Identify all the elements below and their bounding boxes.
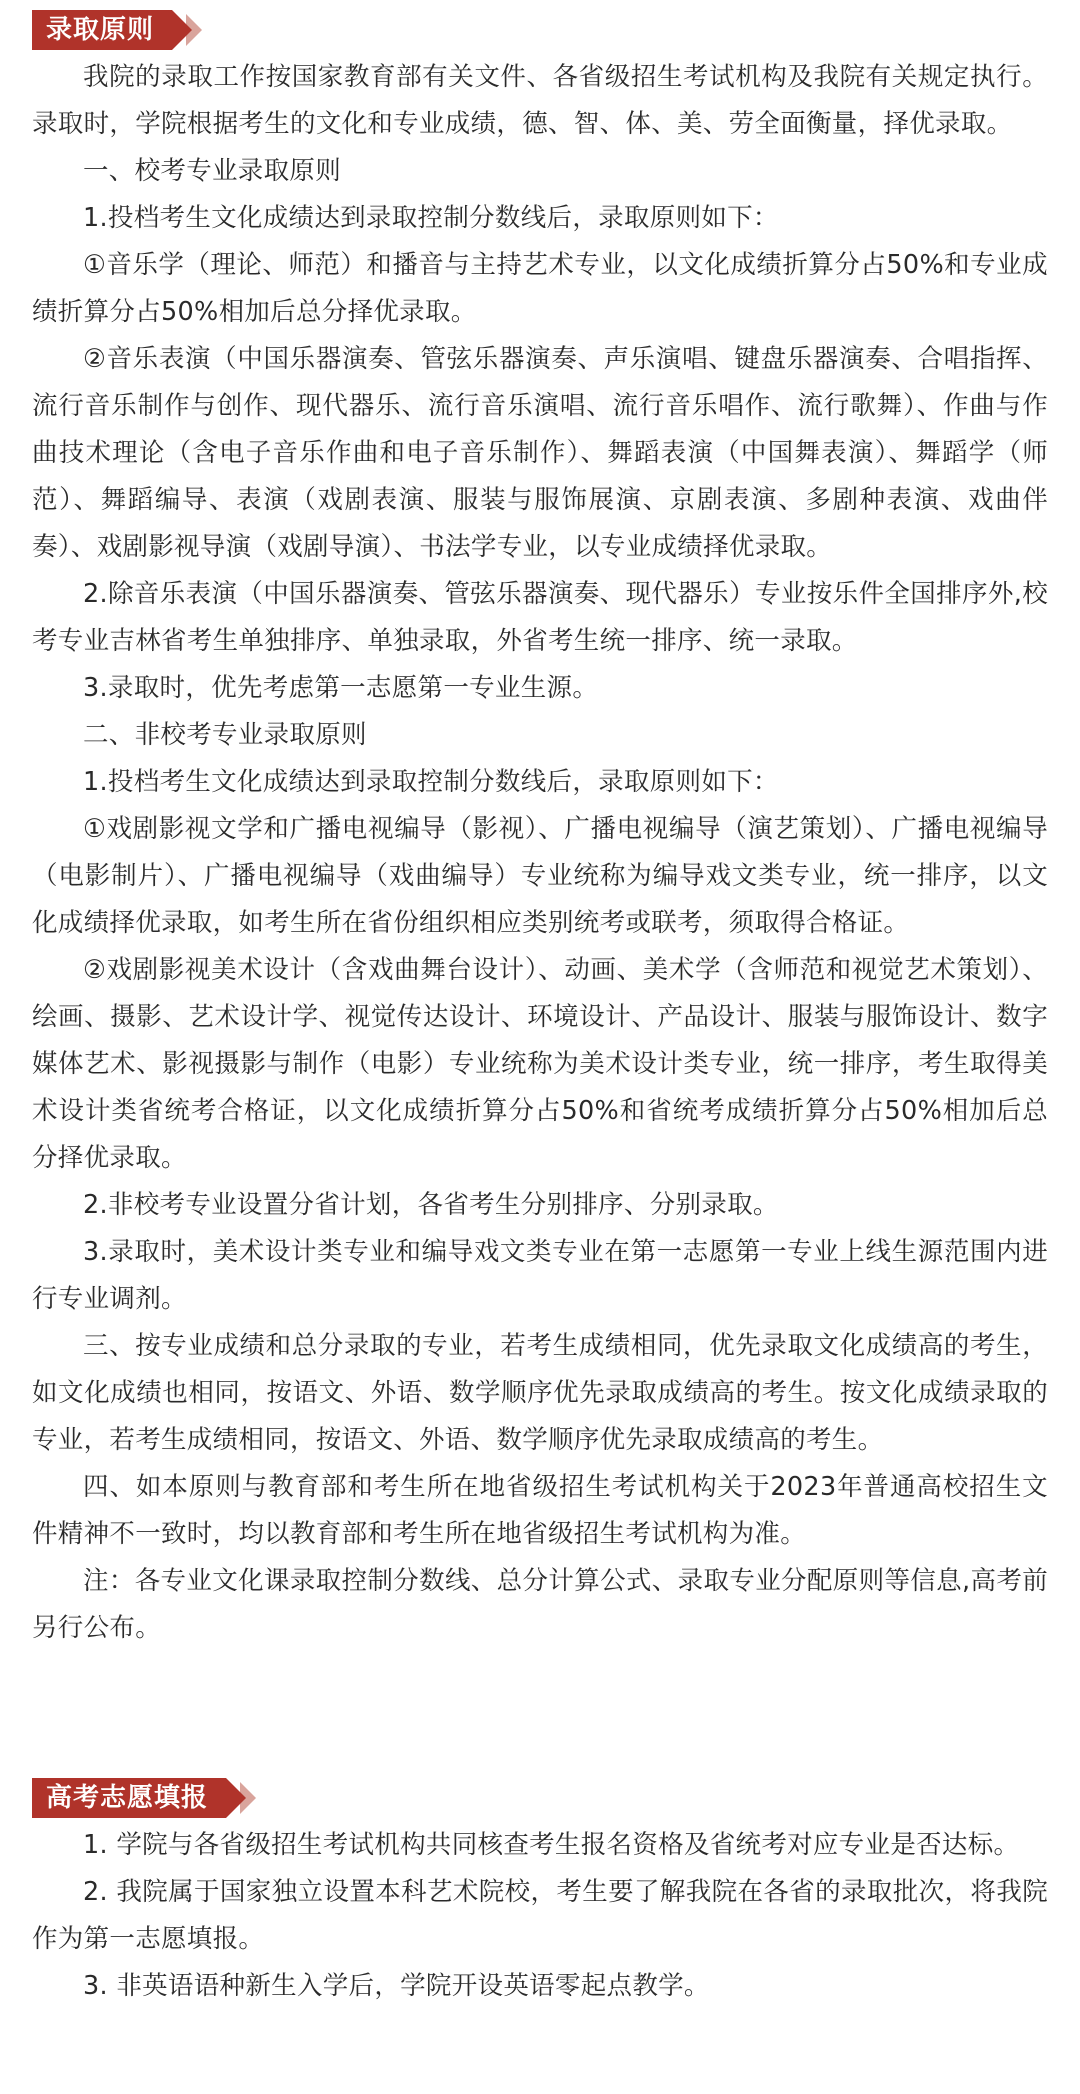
paragraph-intro: 我院的录取工作按国家教育部有关文件、各省级招生考试机构及我院有关规定执行。录取时，学院根据考生的文化和专业成绩，德、智、体、美、劳全面衡量，择优录取。 [32, 62, 1048, 139]
paragraph-subheading-non-school-exam: 二、非校考专业录取原则 [83, 720, 367, 750]
paragraph-item: 1. 学院与各省级招生考试机构共同核查考生报名资格及省统考对应专业是否达标。 [83, 1830, 1020, 1860]
paragraph-subheading-school-exam: 一、校考专业录取原则 [83, 156, 342, 186]
section-heading-row [32, 1778, 1048, 1818]
paragraph-rule: ②戏剧影视美术设计（含戏曲舞台设计）、动画、美术学（含师范和视觉艺术策划）、绘画、摄影、艺术设计学、视觉传达设计、环境设计、产品设计、服装与服饰设计、数字媒体艺术、影视摄影与制作（电影）专业统称为美术设计类专业，统一排序，考生取得美术设计类省统考合格证，以文化成绩折算分占50%和省统考成绩折算分占50%相加后总分择优录取。 [32, 955, 1048, 1173]
paragraph-rule: 3.录取时，优先考虑第一志愿第一专业生源。 [83, 673, 599, 703]
paragraph-rule: ②音乐表演（中国乐器演奏、管弦乐器演奏、声乐演唱、键盘乐器演奏、合唱指挥、流行音乐制作与创作、现代器乐、流行音乐演唱、流行音乐唱作、流行歌舞）、作曲与作曲技术理论（含电子音乐作曲和电子音乐制作）、舞蹈表演（中国舞表演）、舞蹈学（师范）、舞蹈编导、表演（戏剧表演、服装与服饰展演、京剧表演、多剧种表演、戏曲伴奏）、戏剧影视导演（戏剧导演）、书法学专业，以专业成绩择优录取。 [32, 344, 1048, 562]
section-admission-principles [32, 10, 1048, 1652]
paragraph-rule: 1.投档考生文化成绩达到录取控制分数线后，录取原则如下： [83, 767, 779, 797]
paragraph-rule: 2.非校考专业设置分省计划，各省考生分别排序、分别录取。 [83, 1190, 779, 1220]
section-heading: 录取原则 [32, 10, 172, 50]
paragraph-rule: 2.除音乐表演（中国乐器演奏、管弦乐器演奏、现代器乐）专业按乐件全国排序外,校考专业吉林省考生单独排序、单独录取，外省考生统一排序、统一录取。 [32, 579, 1048, 656]
paragraph-precedence: 四、如本原则与教育部和考生所在地省级招生考试机构关于2023年普通高校招生文件精神不一致时，均以教育部和考生所在地省级招生考试机构为准。 [32, 1472, 1048, 1549]
paragraph-tie-break: 三、按专业成绩和总分录取的专业，若考生成绩相同，优先录取文化成绩高的考生，如文化成绩也相同，按语文、外语、数学顺序优先录取成绩高的考生。按文化成绩录取的专业，若考生成绩相同，按语文、外语、数学顺序优先录取成绩高的考生。 [32, 1331, 1048, 1455]
paragraph-rule: 3.录取时，美术设计类专业和编导戏文类专业在第一志愿第一专业上线生源范围内进行专业调剂。 [32, 1237, 1048, 1314]
paragraph-rule: ①戏剧影视文学和广播电视编导（影视）、广播电视编导（演艺策划）、广播电视编导（电影制片）、广播电视编导（戏曲编导）专业统称为编导戏文类专业，统一排序，以文化成绩择优录取，如考生所在省份组织相应类别统考或联考，须取得合格证。 [32, 814, 1048, 938]
paragraph-rule: 1.投档考生文化成绩达到录取控制分数线后，录取原则如下： [83, 203, 779, 233]
section-heading-row [32, 10, 1048, 50]
section-application-filling [32, 1778, 1048, 2010]
paragraph-item: 3. 非英语语种新生入学后，学院开设英语零起点教学。 [83, 1971, 710, 2001]
section-heading: 高考志愿填报 [32, 1778, 226, 1818]
paragraph-rule: ①音乐学（理论、师范）和播音与主持艺术专业，以文化成绩折算分占50%和专业成绩折算分占50%相加后总分择优录取。 [32, 250, 1048, 327]
paragraph-note: 注：各专业文化课录取控制分数线、总分计算公式、录取专业分配原则等信息,高考前另行公布。 [32, 1566, 1048, 1643]
paragraph-item: 2. 我院属于国家独立设置本科艺术院校，考生要了解我院在各省的录取批次，将我院作为第一志愿填报。 [32, 1877, 1048, 1954]
